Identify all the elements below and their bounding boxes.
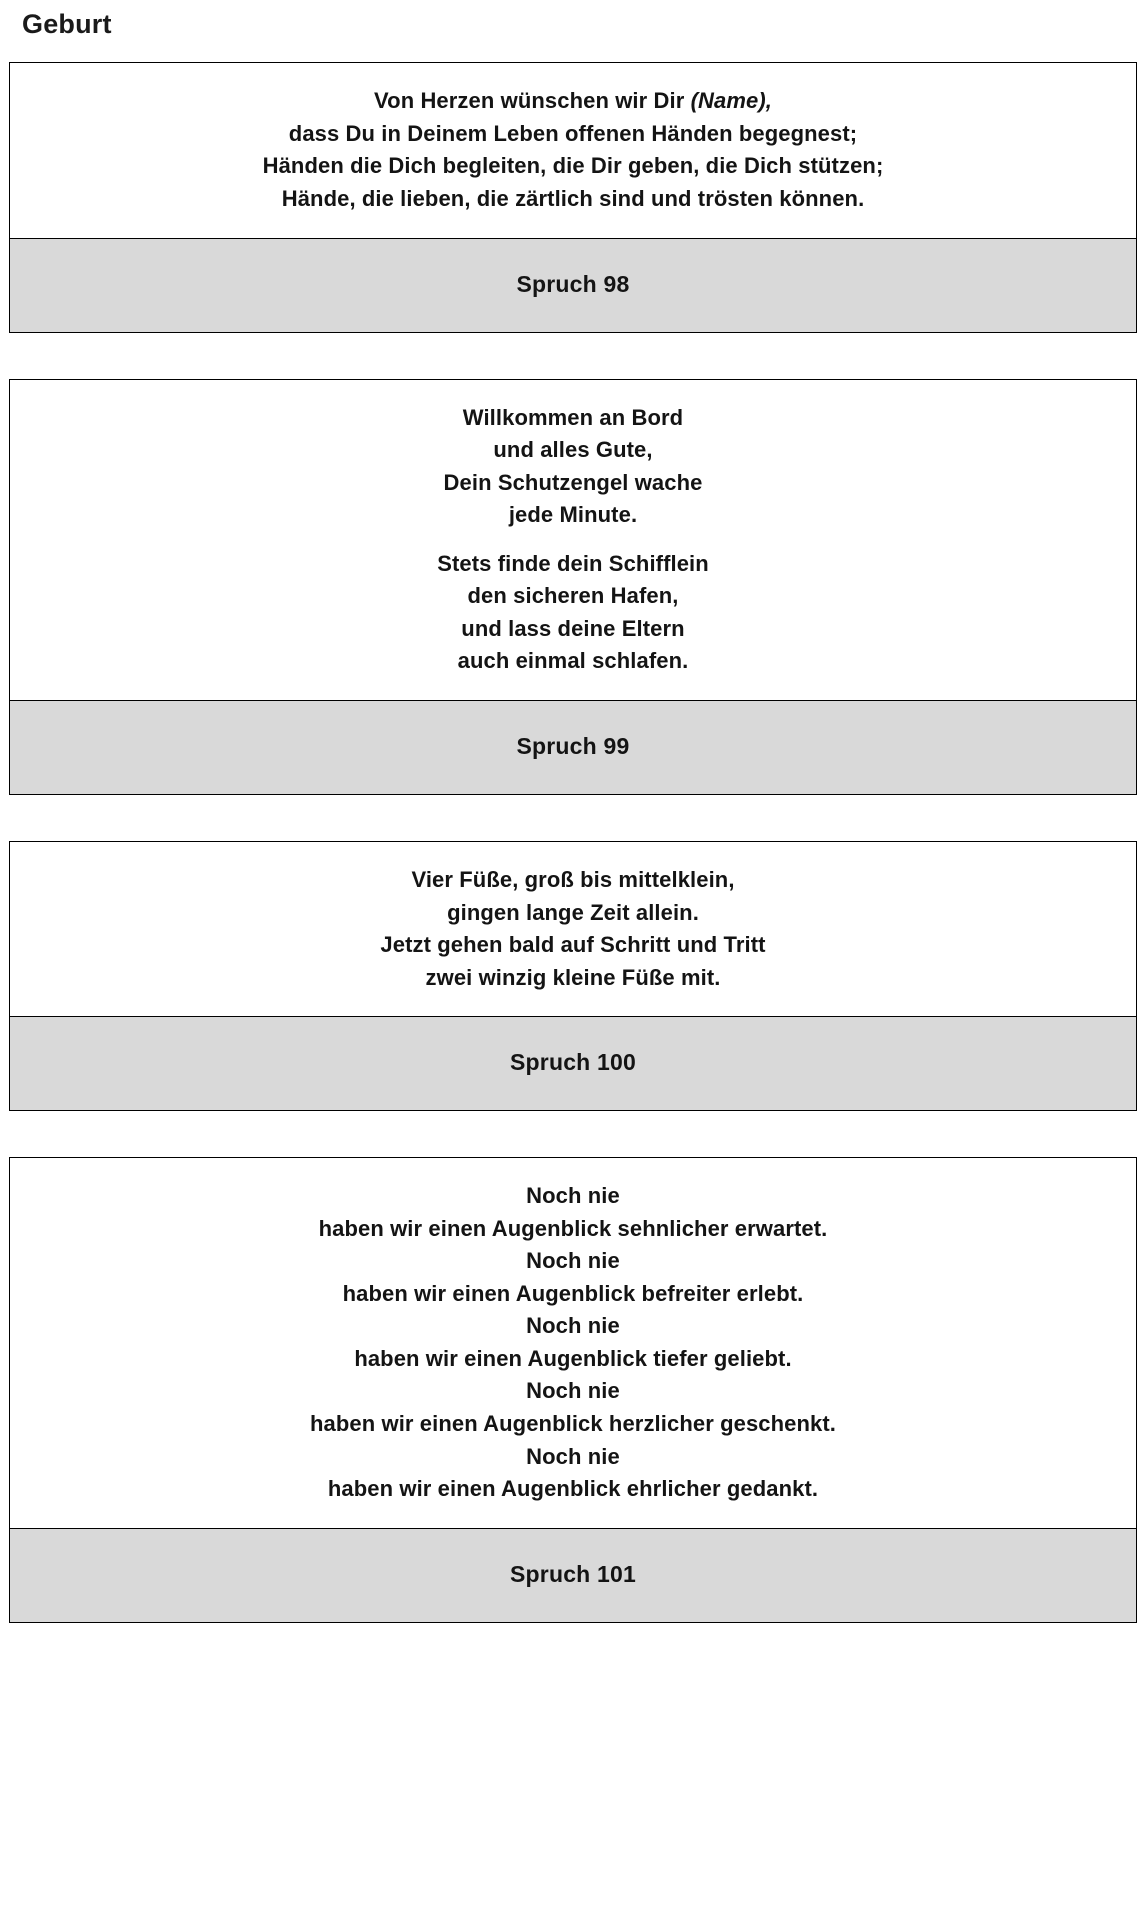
verse-line: Willkommen an Bord (462, 404, 684, 430)
verse-label: Spruch 98 (516, 270, 630, 297)
verse-line: haben wir einen Augenblick ehrlicher gedankt. (327, 1476, 819, 1502)
verse-line: Händen die Dich begleiten, die Dir geben, die Dich stützen; (262, 153, 884, 179)
verse-line: Stets finde dein Schifflein (437, 550, 709, 576)
verse-line: und lass deine Eltern (461, 615, 685, 641)
verse-label: Spruch 100 (510, 1049, 636, 1076)
verse-label-cell (10, 700, 1137, 794)
table-row (10, 700, 1137, 794)
verse-line: gingen lange Zeit allein. (447, 899, 699, 925)
verse-line: Noch nie (526, 1443, 620, 1469)
spacer-cell (10, 794, 1137, 841)
verses-table-body (10, 63, 1137, 1622)
table-row (10, 1017, 1137, 1111)
verse-line: und alles Gute, (493, 437, 653, 463)
table-row (10, 1528, 1137, 1622)
verse-line: zwei winzig kleine Füße mit. (425, 964, 721, 990)
verse-line: den sicheren Hafen, (467, 583, 679, 609)
verse-line: Noch nie (526, 1248, 620, 1274)
page-title: Geburt (22, 9, 112, 39)
verse-line: Hände, die lieben, die zärtlich sind und trösten können. (281, 186, 865, 212)
verse-line: Vier Füße, groß bis mittelklein, (411, 866, 735, 892)
verse-label: Spruch 99 (516, 732, 630, 759)
verse-text-3 (20, 1180, 1126, 1505)
verse-line: haben wir einen Augenblick tiefer geliebt. (354, 1345, 792, 1371)
verse-text-2 (20, 864, 1126, 994)
table-row (10, 238, 1137, 332)
verse-label-cell (10, 1528, 1137, 1622)
verses-table (9, 62, 1137, 1622)
verse-text-0 (20, 85, 1126, 215)
row-spacer (10, 1111, 1137, 1158)
verse-label-cell (10, 1017, 1137, 1111)
verse-cell (10, 379, 1137, 700)
row-spacer (10, 332, 1137, 379)
verse-line-break (20, 532, 1126, 548)
spacer-cell (10, 1111, 1137, 1158)
verse-cell (10, 1158, 1137, 1528)
verse-cell (10, 63, 1137, 238)
verse-line: auch einmal schlafen. (457, 648, 689, 674)
verse-line: Dein Schutzengel wache (443, 469, 703, 495)
verse-line: jede Minute. (508, 502, 638, 528)
verse-line: Noch nie (526, 1183, 620, 1209)
verse-line: Noch nie (526, 1313, 620, 1339)
table-row (10, 1158, 1137, 1528)
verse-label: Spruch 101 (510, 1560, 636, 1587)
table-row (10, 841, 1137, 1016)
verse-line: haben wir einen Augenblick sehnlicher erwartet. (318, 1215, 828, 1241)
verse-text-1 (20, 402, 1126, 678)
verse-cell (10, 841, 1137, 1016)
verse-line: Noch nie (526, 1378, 620, 1404)
table-row (10, 379, 1137, 700)
verse-line: haben wir einen Augenblick befreiter erlebt. (342, 1280, 804, 1306)
verse-label-cell (10, 238, 1137, 332)
verse-placeholder: (Name), (690, 88, 772, 114)
verse-line: dass Du in Deinem Leben offenen Händen begegnest; (288, 120, 858, 146)
table-row (10, 63, 1137, 238)
verse-line: Von Herzen wünschen wir Dir (Name), (374, 88, 772, 114)
row-spacer (10, 794, 1137, 841)
verse-line: Jetzt gehen bald auf Schritt und Tritt (380, 932, 766, 958)
spacer-cell (10, 332, 1137, 379)
verse-line: haben wir einen Augenblick herzlicher geschenkt. (309, 1410, 836, 1436)
